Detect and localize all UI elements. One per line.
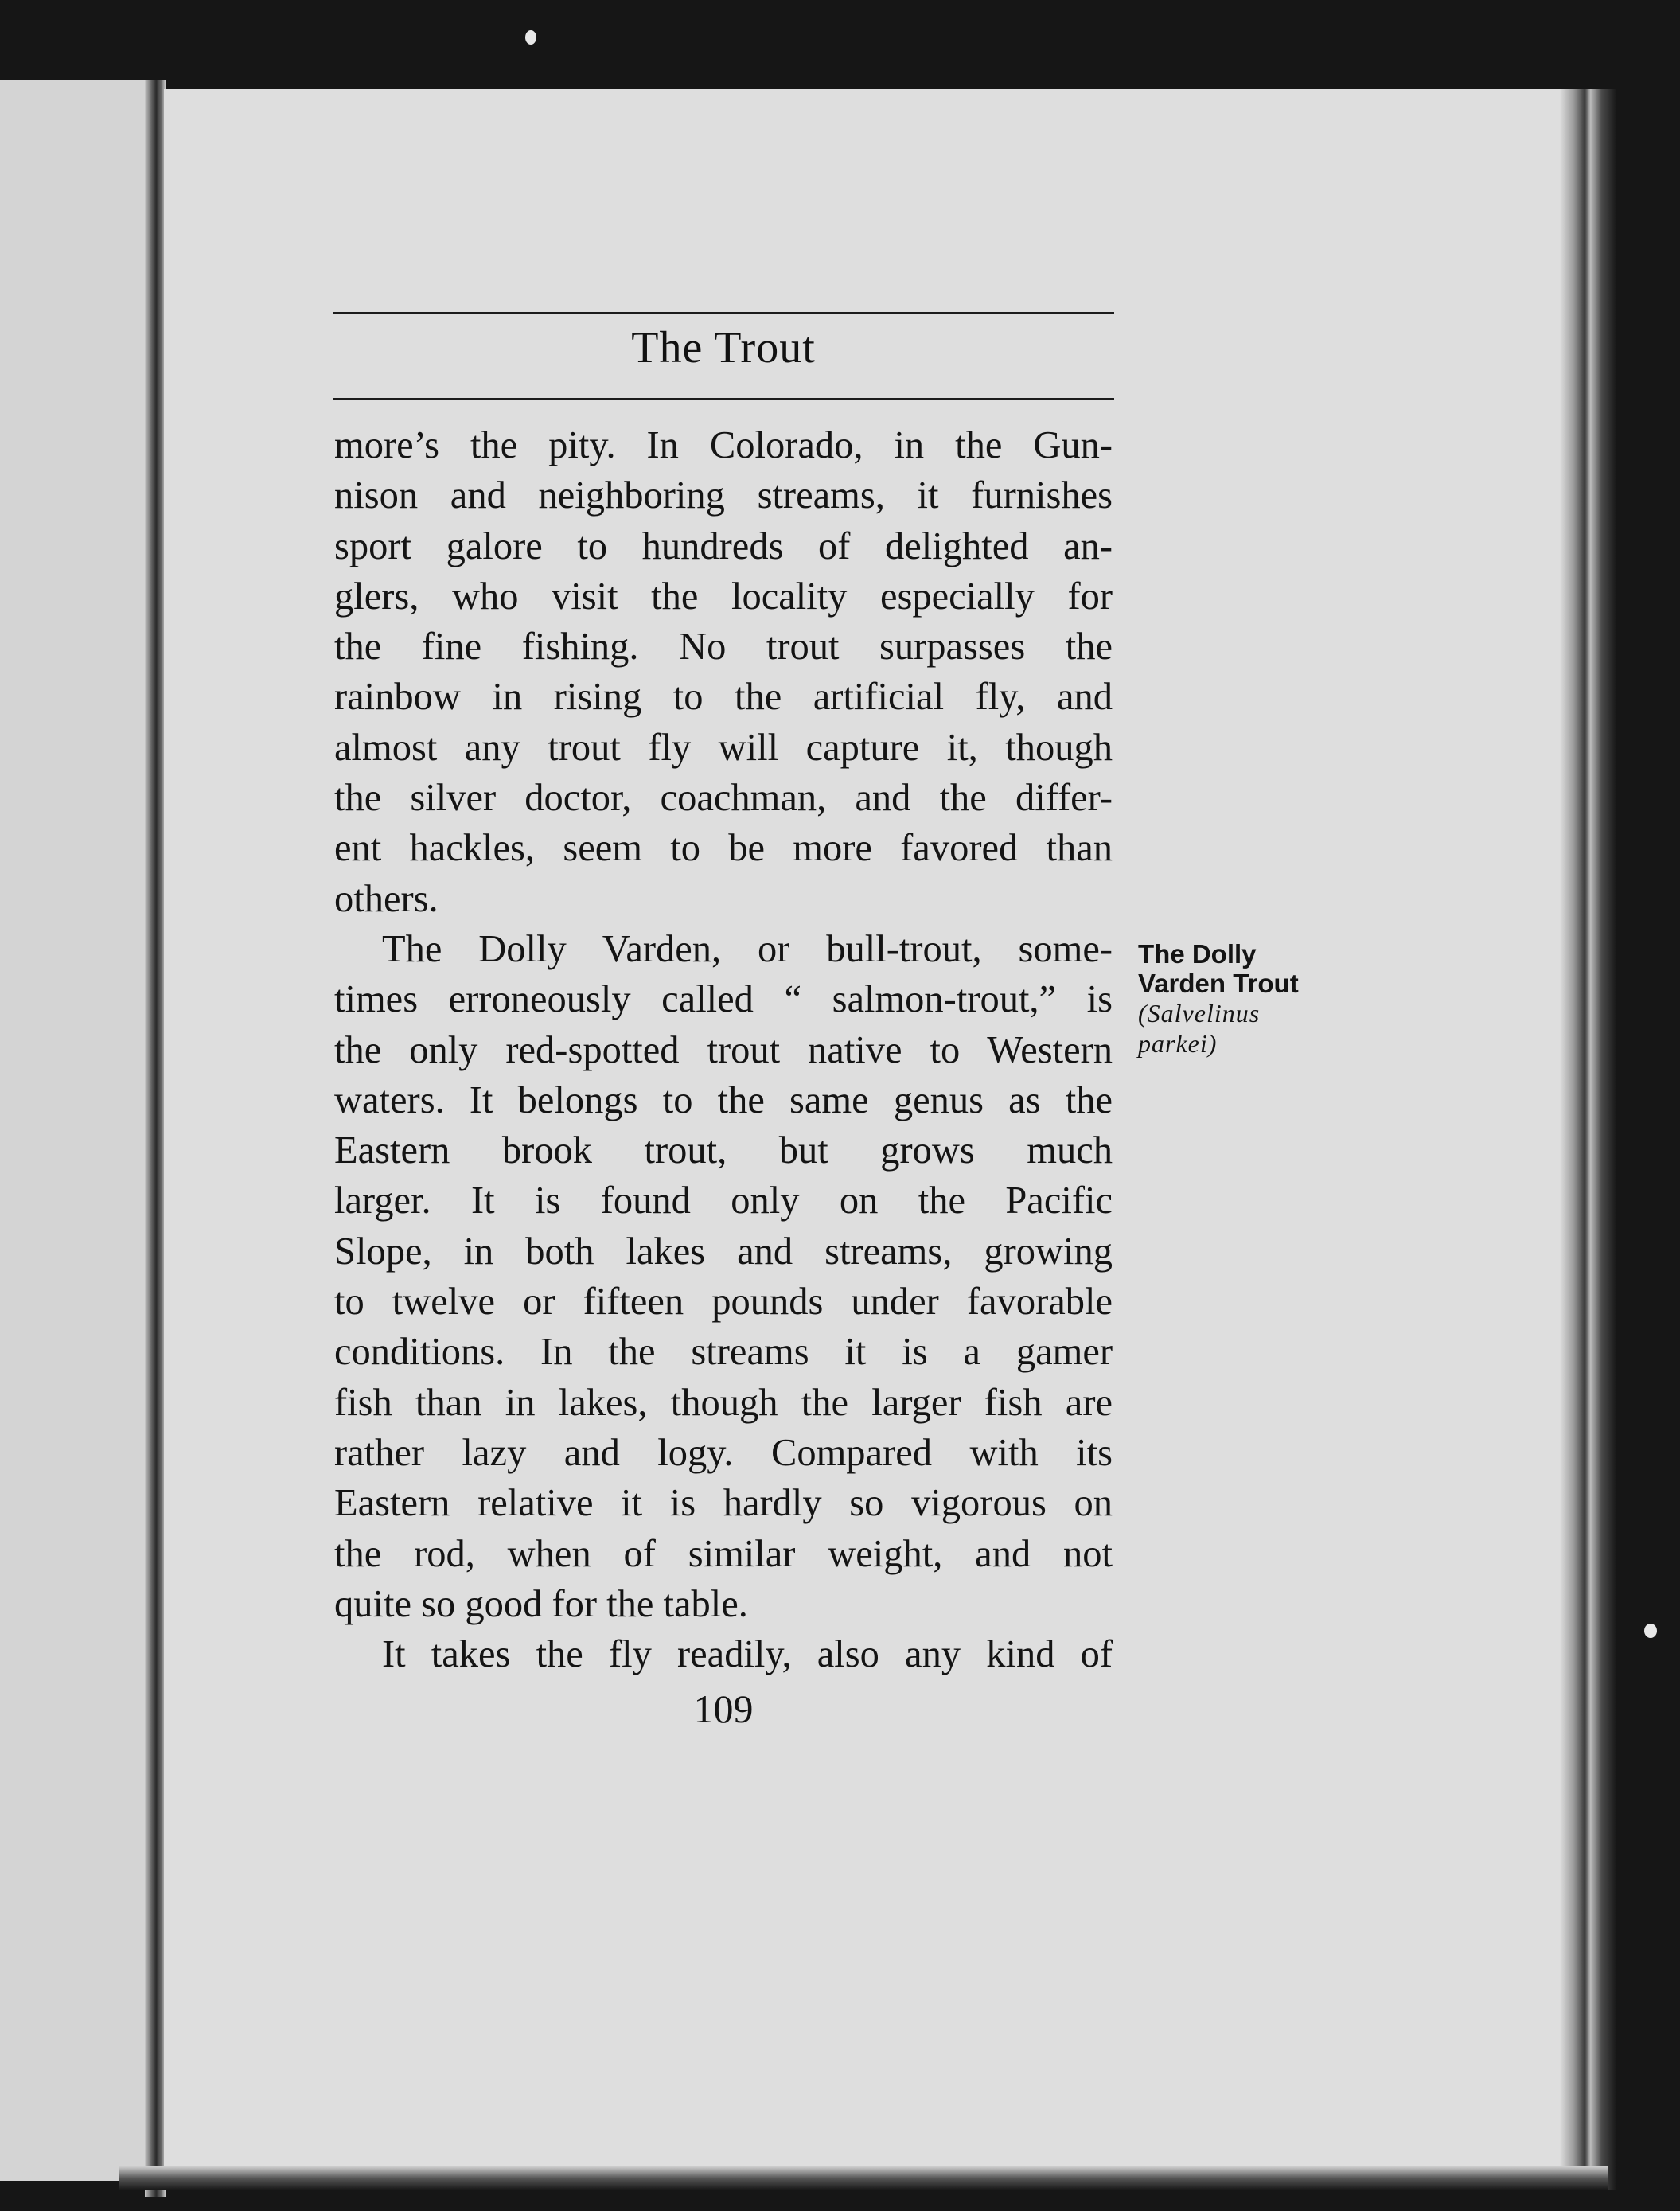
body-text: [334, 420, 1113, 1679]
body-line: the rod, when of similar weight, and not: [334, 1532, 1113, 1575]
page-number: 109: [693, 1687, 754, 1731]
side-note-latin-line-2: parkei): [1138, 1029, 1218, 1058]
page-bottom-edge: [119, 2166, 1608, 2190]
header-rule-bottom: [333, 398, 1114, 400]
body-line: rather lazy and logy. Compared with its: [334, 1431, 1113, 1474]
side-note: [1138, 939, 1361, 1059]
body-line: the fine fishing. No trout surpasses the: [334, 626, 1113, 669]
side-note-latin-line-1: (Salvelinus: [1138, 999, 1261, 1028]
body-line: It takes the fly readily, also any kind of: [382, 1633, 1113, 1676]
scan-speck: [1644, 1624, 1657, 1638]
body-line: the only red-spotted trout native to Western: [334, 1028, 1113, 1071]
body-line: ent hackles, seem to be more favored than: [334, 827, 1113, 870]
body-line: glers, who visit the locality especially for: [334, 575, 1113, 618]
header-rule-top: [333, 312, 1114, 314]
body-line: to twelve or fifteen pounds under favorable: [334, 1281, 1113, 1324]
body-line: quite so good for the table.: [334, 1582, 748, 1625]
body-line: larger. It is found only on the Pacific: [334, 1180, 1113, 1222]
scan-speck: [525, 30, 536, 45]
body-line: The Dolly Varden, or bull-trout, some-: [382, 927, 1113, 970]
body-line: Eastern brook trout, but grows much: [334, 1129, 1113, 1172]
body-line: the silver doctor, coachman, and the differ-: [334, 777, 1113, 820]
body-line: Slope, in both lakes and streams, growing: [334, 1230, 1113, 1273]
side-note-title-line-1: The Dolly: [1138, 939, 1257, 969]
book-gutter: [145, 80, 166, 2197]
body-line: others.: [334, 877, 439, 920]
body-line: sport galore to hundreds of delighted an-: [334, 524, 1113, 567]
body-line: times erroneously called “ salmon-trout,” is: [334, 978, 1113, 1021]
body-line: nison and neighboring streams, it furnishes: [334, 474, 1113, 517]
body-line: almost any trout fly will capture it, though: [334, 726, 1113, 769]
body-line: rainbow in rising to the artificial fly, and: [334, 676, 1113, 719]
page-stack-edge: [1560, 89, 1616, 2190]
facing-page-edge: [0, 80, 155, 2181]
body-line: more’s the pity. In Colorado, in the Gun-: [334, 424, 1113, 466]
body-line: conditions. In the streams it is a gamer: [334, 1331, 1113, 1374]
body-line: fish than in lakes, though the larger fish are: [334, 1381, 1113, 1424]
running-head: The Trout: [631, 323, 816, 372]
side-note-title-line-2: Varden Trout: [1138, 969, 1299, 998]
body-line: Eastern relative it is hardly so vigorous on: [334, 1482, 1113, 1525]
body-line: waters. It belongs to the same genus as the: [334, 1078, 1113, 1121]
